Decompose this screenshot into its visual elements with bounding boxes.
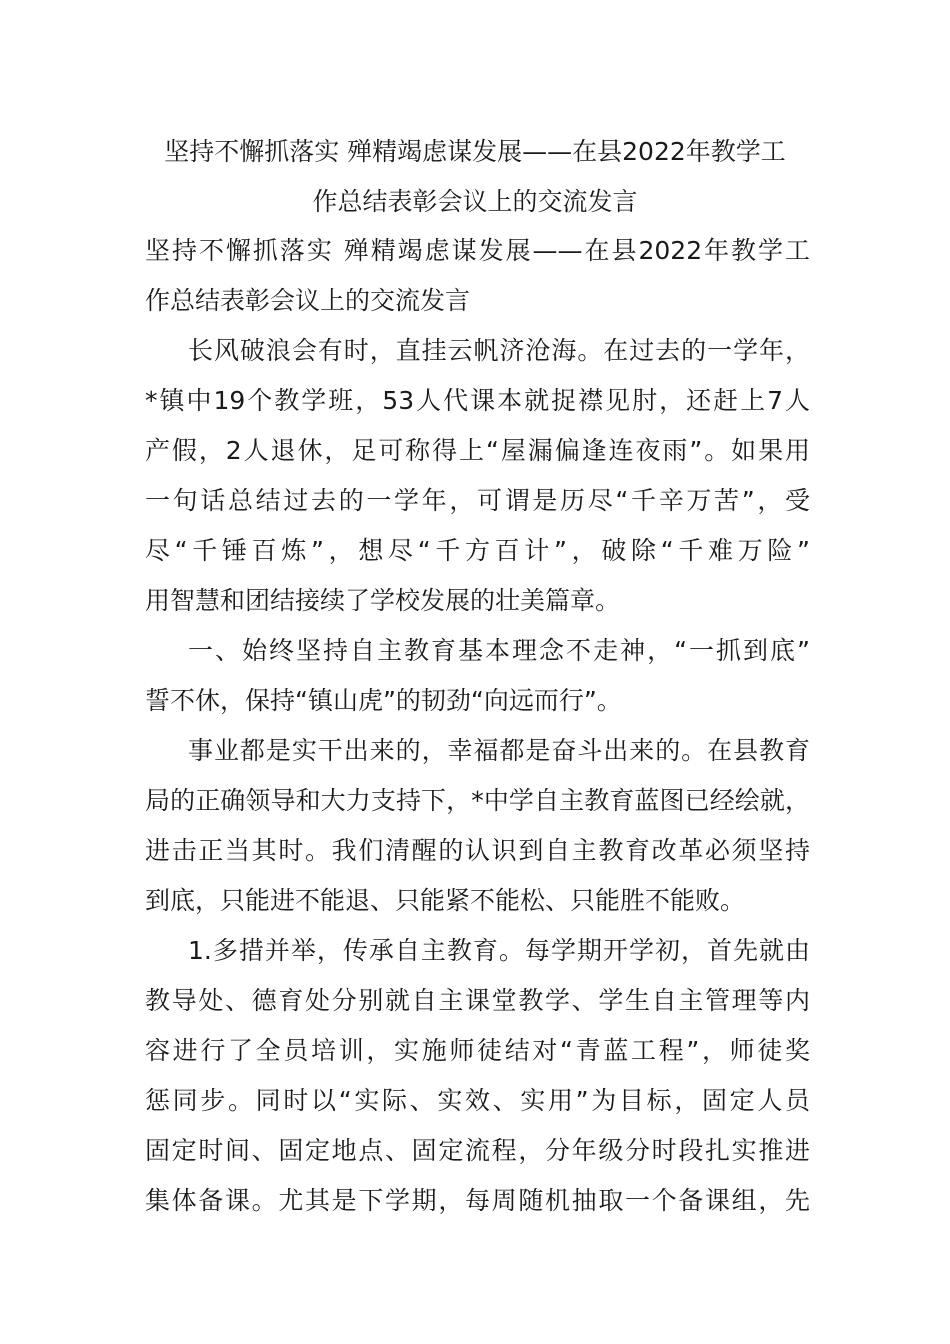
paragraph-line: 局的正确领导和大力支持下，*中学自主教育蓝图已经绘就， — [145, 786, 810, 815]
paragraph-line: 教导处、德育处分别就自主课堂教学、学生自主管理等内 — [145, 986, 810, 1015]
paragraph-line: 产假，2人退休，足可称得上“屋漏偏逢连夜雨”。如果用 — [145, 436, 810, 465]
paragraph-line: *镇中19个教学班，53人代课本就捉襟见肘，还赶上7人 — [145, 386, 810, 415]
paragraph-line: 用智慧和团结接续了学校发展的壮美篇章。 — [145, 586, 621, 615]
paragraph-line: 到底，只能进不能退、只能紧不能松、只能胜不能败。 — [145, 886, 746, 915]
paragraph-line: 固定时间、固定地点、固定流程，分年级分时段扎实推进 — [145, 1136, 810, 1165]
title-line-1: 坚持不懈抓落实 殚精竭虑谋发展——在县2022年教学工 — [164, 137, 786, 166]
paragraph-line: 长风破浪会有时，直挂云帆济沧海。在过去的一学年， — [188, 336, 810, 365]
section-heading-line: 誓不休，保持“镇山虎”的韧劲“向远而行”。 — [145, 686, 622, 715]
paragraph-line: 尽“千锤百炼”，想尽“千方百计”，破除“千难万险” — [145, 536, 810, 565]
paragraph-line: 进击正当其时。我们清醒的认识到自主教育改革必须坚持 — [145, 836, 810, 865]
repeated-title-line-1: 坚持不懈抓落实 殚精竭虑谋发展——在县2022年教学工 — [145, 236, 810, 265]
paragraph-line: 一句话总结过去的一学年，可谓是历尽“千辛万苦”，受 — [145, 486, 810, 515]
paragraph-line: 集体备课。尤其是下学期，每周随机抽取一个备课组，先 — [145, 1186, 810, 1215]
paragraph-line: 容进行了全员培训，实施师徒结对“青蓝工程”，师徒奖 — [145, 1036, 810, 1065]
title-line-2: 作总结表彰会议上的交流发言 — [312, 187, 638, 216]
repeated-title-line-2: 作总结表彰会议上的交流发言 — [145, 286, 471, 315]
paragraph-line: 事业都是实干出来的，幸福都是奋斗出来的。在县教育 — [188, 736, 810, 765]
paragraph-line: 1.多措并举，传承自主教育。每学期开学初，首先就由 — [188, 936, 810, 965]
paragraph-line: 惩同步。同时以“实际、实效、实用”为目标，固定人员 — [145, 1086, 810, 1115]
section-heading-line: 一、始终坚持自主教育基本理念不走神，“一抓到底” — [188, 636, 810, 665]
